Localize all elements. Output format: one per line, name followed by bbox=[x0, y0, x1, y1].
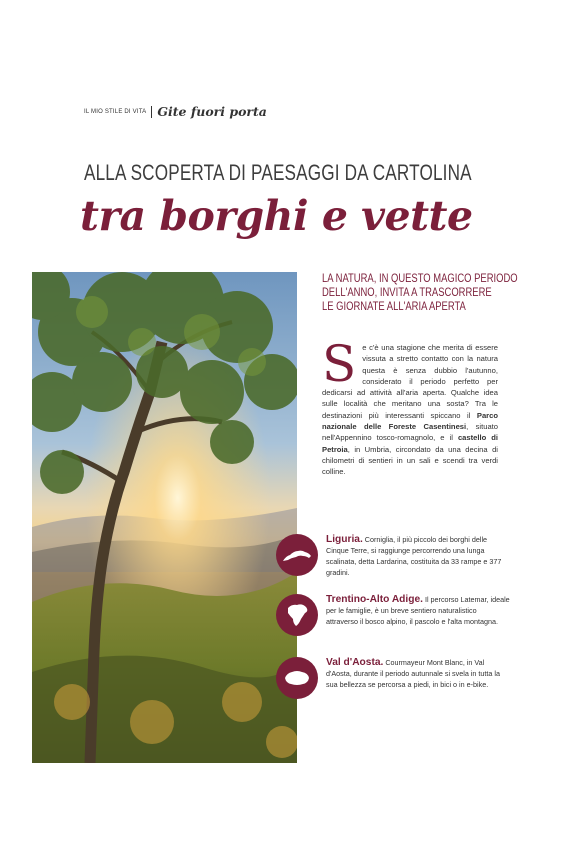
liguria-map-icon bbox=[282, 547, 312, 563]
region-description: Il percorso Latemar, ideale per le famiglie, è un breve sentiero naturalistico attraverso il bosco alpino, il pascolo e l'alta montagna. bbox=[326, 595, 510, 626]
region-text bbox=[326, 534, 510, 578]
region-item-aosta bbox=[276, 657, 516, 699]
liguria-badge bbox=[276, 534, 318, 576]
region-title: Trentino-Alto Adige. bbox=[326, 594, 423, 605]
body-text-1: e c'è una stagione che merita di essere vissuta a stretto contatto con la natura questa è senza dubbio l'autunno, considerato il periodo perfetto per dedicarsi ad attività all'aria aperta. Qualche idea sulle località che meritano una sosta? Tra le destinazioni più interessanti spiccano il bbox=[322, 343, 498, 420]
region-title: Liguria. bbox=[326, 534, 363, 545]
headline-script: tra borghi e vette bbox=[80, 192, 473, 240]
sunset-tree-photo bbox=[32, 272, 297, 763]
aosta-badge bbox=[276, 657, 318, 699]
body-text-3: , in Umbria, circondato da una decina di chilometri di sentieri in un sali e scendi tra verdi colline. bbox=[322, 444, 498, 477]
deck-line: DELL'ANNO, INVITA A TRASCORRERE bbox=[322, 287, 492, 299]
rubric-brand: IL MIO STILE DI VITA bbox=[84, 108, 147, 115]
region-description: Corniglia, il più piccolo dei borghi delle Cinque Terre, si raggiunge percorrendo una lunga scalinata, detta Lardarina, costituita da 33 rampe e 377 gradini. bbox=[326, 535, 502, 577]
deck-line: LA NATURA, IN QUESTO MAGICO PERIODO bbox=[322, 273, 518, 285]
headline-top: ALLA SCOPERTA DI PAESAGGI DA CARTOLINA bbox=[84, 160, 472, 185]
body-bold-1: Parco nazionale delle Foreste Casentinesi bbox=[322, 410, 498, 432]
trentino-map-icon bbox=[284, 602, 310, 628]
aosta-map-icon bbox=[283, 668, 311, 688]
rubric-separator bbox=[151, 106, 152, 118]
body-bold-2: castello di Petroia bbox=[322, 433, 499, 454]
drop-cap: S bbox=[322, 335, 357, 393]
rubric-section: Gite fuori porta bbox=[157, 104, 267, 119]
region-title: Val d'Aosta. bbox=[326, 657, 384, 668]
region-text bbox=[326, 594, 510, 636]
region-description: Courmayeur Mont Blanc, in Val d'Aosta, durante il periodo autunnale si svela in tutta la sua bellezza se percorsa a piedi, in bici o in e-bike. bbox=[326, 658, 500, 689]
region-item-trentino bbox=[276, 594, 516, 636]
trentino-badge bbox=[276, 594, 318, 636]
article-deck bbox=[322, 272, 518, 314]
body-text-2: , situato nell'Appennino tosco-romagnolo, e il bbox=[322, 422, 498, 443]
region-item-liguria bbox=[276, 534, 516, 578]
region-text bbox=[326, 657, 510, 699]
rubric bbox=[84, 104, 267, 119]
deck-line: LE GIORNATE ALL'ARIA APERTA bbox=[322, 301, 466, 313]
article-body bbox=[322, 335, 499, 478]
